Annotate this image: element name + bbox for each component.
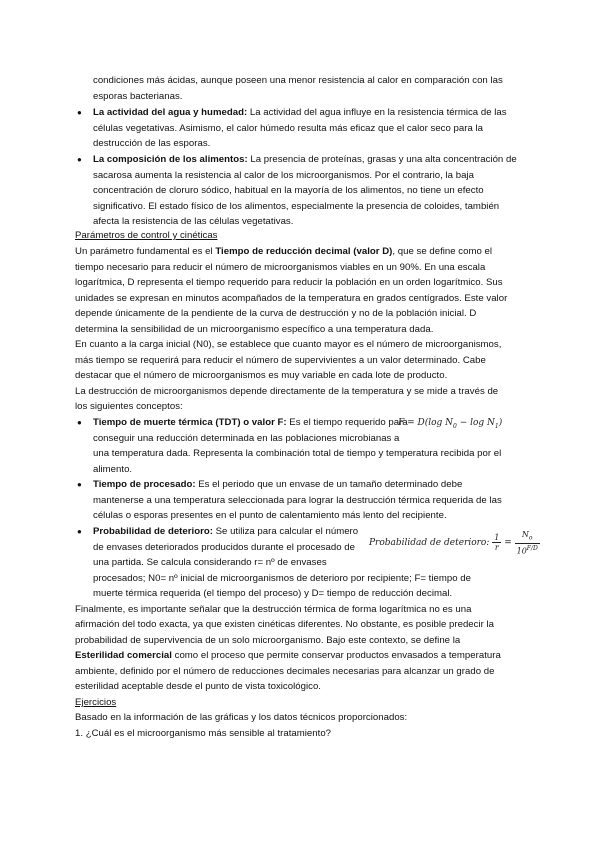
text-line: Finalmente, es importante señalar que la destrucción térmica de forma logarítmica no es una — [75, 604, 472, 615]
text-line: Basado en la información de las gráficas y los datos técnicos proporcionados: — [75, 712, 408, 723]
section-heading-exercises: Ejercicios — [75, 697, 117, 708]
formula-text: 10 — [516, 546, 527, 556]
fraction-numerator: 1 — [494, 533, 500, 543]
text-line: células o esporas presentes en el punto de calentamiento más lento del recipiente. — [93, 510, 447, 521]
text-line: condiciones más ácidas, aunque poseen una menor resistencia al calor en comparación con las — [93, 75, 503, 86]
text-line: probabilidad de supervivencia de un solo microorganismo. Bajo este contexto, se define la — [75, 635, 461, 646]
text-span: La presencia de proteínas, grasas y una alta concentración de — [247, 154, 517, 165]
text-line: mantenerse a una temperatura seleccionada para lograr la destrucción térmica requerida de las — [93, 495, 502, 506]
text-line: determina la sensibilidad de un microorganismo específico a una temperatura dada. — [75, 324, 434, 335]
text-line: una temperatura dada. Representa la combinación total de tiempo y temperatura recibida por el — [93, 448, 502, 459]
text-span: Es el tiempo requerido para — [286, 417, 408, 428]
text-span: Se utiliza para calcular el número — [212, 526, 359, 537]
bullet-icon: ● — [77, 480, 82, 489]
text-line: una partida. Se calcula considerando r= nº de envases — [93, 557, 327, 568]
formula-text: ) — [498, 418, 503, 428]
text-line: La destrucción de microorganismos depende directamente de la temperatura y se mide a través de — [75, 386, 499, 397]
formula-sup: F/D — [526, 544, 538, 552]
bullet-icon: ● — [77, 108, 82, 117]
bullet-item-food-composition — [93, 152, 517, 168]
formula-f-value — [398, 418, 502, 430]
bullet-heading: La composición de los alimentos: — [93, 154, 248, 165]
question-1: 1. ¿Cuál es el microorganismo más sensible al tratamiento? — [75, 728, 332, 739]
text-line: procesados; N0= nº inicial de microorganismos de deterioro por recipiente; F= tiempo de — [93, 573, 471, 584]
text-line: unidades se expresan en minutos acompañados de la temperatura en grados centígrados. Este valor — [75, 293, 508, 304]
text-line: concentración de cloruro sódico, habitual en la mayoría de los alimentos, no tiene un efecto — [93, 185, 484, 196]
bullet-heading: La actividad del agua y humedad: — [93, 107, 248, 118]
section-heading-parameters: Parámetros de control y cinéticas — [75, 230, 218, 241]
fraction — [515, 530, 540, 555]
formula-text: Probabilidad de deterioro: — [369, 538, 493, 549]
bullet-icon: ● — [77, 527, 82, 536]
text-line: alimento. — [93, 464, 133, 475]
formula-text: F = D(log N — [398, 418, 454, 428]
text-line: de envases deteriorados producidos durante el procesado de — [93, 542, 355, 553]
text-line: destacar que el número de microorganismos es muy variable en cada lote de producto. — [75, 370, 448, 381]
text-line: conseguir una reducción determinada en las poblaciones microbianas a — [93, 433, 400, 444]
bold-term: Esterilidad comercial — [75, 650, 172, 661]
text-line: afecta la resistencia de las células vegetativas. — [93, 216, 294, 227]
text-line: los siguientes conceptos: — [75, 401, 183, 412]
bullet-heading: Probabilidad de deterioro: — [93, 526, 213, 537]
text-line: muerte térmica requerida (el tiempo del proceso) y D= tiempo de reducción decimal. — [93, 588, 453, 599]
formula-text: N — [521, 530, 529, 539]
bullet-item-water-activity — [93, 105, 507, 121]
text-line: más tiempo se requerirá para reducir el número de supervivientes a un valor determinado. Cabe — [75, 355, 486, 366]
fraction — [492, 533, 501, 552]
formula-sub: 0 — [453, 422, 457, 430]
formula-text: − log N — [456, 418, 495, 428]
text-line: destrucción de las esporas. — [93, 138, 211, 149]
bullet-item-processing-time — [93, 477, 462, 493]
bullet-icon: ● — [77, 155, 82, 164]
text-line: afirmación del todo exacta, ya que existen cinéticas diferentes. No obstante, es posible predecir la — [75, 619, 495, 630]
text-span: como el proceso que permite conservar productos envasados a temperatura — [171, 650, 501, 661]
fraction-numerator — [515, 530, 540, 544]
text-span: , que se define como el — [392, 246, 493, 257]
formula-sub: o — [528, 534, 533, 542]
text-line: sacarosa aumenta la resistencia al calor de los microorganismos. Por el contrario, la baja — [93, 170, 474, 181]
formula-spoilage-probability — [369, 530, 540, 555]
text-line: En cuanto a la carga inicial (N0), se establece que cuanto mayor es el número de microorganismos, — [75, 339, 502, 350]
text-line: significativo. El estado físico de los alimentos, especialmente la presencia de coloides, también — [93, 201, 500, 212]
text-line: logarítmica, D representa el tiempo requerido para reducir la población en un orden logarítmico. Sus — [75, 277, 503, 288]
fraction-denominator — [515, 544, 540, 556]
bold-term: Tiempo de reducción decimal (valor D) — [215, 246, 393, 257]
bullet-item-tdt — [93, 415, 408, 431]
text-span: La actividad del agua influye en la resistencia térmica de las — [247, 107, 507, 118]
text-line: ambiente, definido por el número de reducciones decimales necesarias para alcanzar un grado de — [75, 666, 495, 677]
bullet-icon: ● — [77, 418, 82, 427]
text-line: tiempo necesario para reducir el número de microorganismos viables en un 90%. En una escala — [75, 262, 486, 273]
text-line: depende únicamente de la pendiente de la curva de destrucción y no de la población inicial. D — [75, 308, 477, 319]
text-span: Un parámetro fundamental es el — [75, 246, 216, 257]
formula-sub: 1 — [494, 422, 499, 430]
formula-text: = — [501, 538, 515, 549]
text-span: Es el periodo que un envase de un tamaño determinado debe — [195, 479, 463, 490]
text-line — [75, 648, 501, 664]
text-line: esterilidad aceptable desde el punto de vista toxicológico. — [75, 681, 321, 692]
text-line: esporas bacterianas. — [93, 91, 183, 102]
bullet-heading: Tiempo de muerte térmica (TDT) o valor F: — [93, 417, 287, 428]
bullet-heading: Tiempo de procesado: — [93, 479, 196, 490]
text-line: células vegetativas. Asimismo, el calor húmedo resulta más eficaz que el calor seco para la — [93, 123, 484, 134]
text-line — [75, 244, 492, 260]
fraction-denominator: r — [494, 543, 499, 553]
bullet-item-spoilage-probability — [93, 524, 358, 540]
